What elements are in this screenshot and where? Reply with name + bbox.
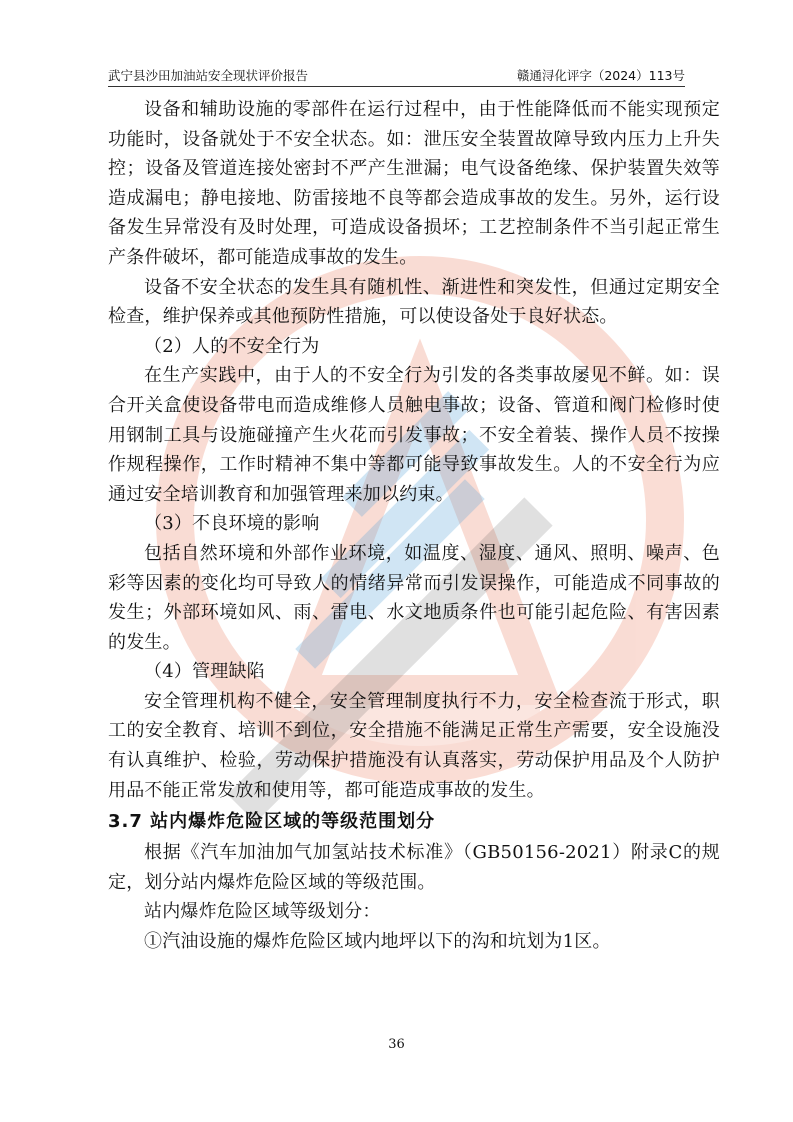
report-number: 赣通浔化评字（2024）113号 [516,68,685,83]
subheading: （4）管理缺陷 [144,661,265,683]
document-body [108,95,720,957]
paragraph: ①汽油设施的爆炸危险区域内地坪以下的沟和坑划为1区。 [144,931,611,953]
subheading: （3）不良环境的影响 [144,513,320,535]
paragraph: 设备和辅助设施的零部件在运行过程中，由于性能降低而不能实现预定功能时，设备就处于不安全状态。如：泄压安全装置故障导致内压力上升失控；设备及管道连接处密封不严产生泄漏；电气设备绝缘、保护装置失效等造成漏电；静电接地、防雷接地不良等都会造成事故的发生。另外，运行设备发生异常没有及时处理，可造成设备损坏；工艺控制条件不当引起正常生产条件破坏，都可能造成事故的发生。 [108,99,720,268]
page-header [108,64,685,87]
page-number: 36 [388,1037,405,1052]
section-heading: 3.7 站内爆炸危险区域的等级范围划分 [108,811,436,833]
paragraph: 安全管理机构不健全，安全管理制度执行不力，安全检查流于形式，职工的安全教育、培训不到位，安全措施不能满足正常生产需要，安全设施没有认真维护、检验，劳动保护措施没有认真落实，劳动保护用品及个人防护用品不能正常发放和使用等，都可能造成事故的发生。 [108,690,720,801]
report-title: 武宁县沙田加油站安全现状评价报告 [108,68,309,83]
paragraph: 包括自然环境和外部作业环境，如温度、湿度、通风、照明、噪声、色彩等因素的变化均可导致人的情绪异常而引发误操作，可能造成不同事故的发生；外部环境如风、雨、雷电、水文地质条件也可能引起危险、有害因素的发生。 [108,542,720,653]
paragraph: 设备不安全状态的发生具有随机性、渐进性和突发性，但通过定期安全检查，维护保养或其他预防性措施，可以使设备处于良好状态。 [108,276,720,328]
paragraph: 站内爆炸危险区域等级划分： [144,901,381,923]
paragraph: 根据《汽车加油加气加氢站技术标准》（GB50156-2021）附录C的规定，划分站内爆炸危险区域的等级范围。 [108,842,720,893]
subheading: （2）人的不安全行为 [144,335,320,357]
paragraph: 在生产实践中，由于人的不安全行为引发的各类事故屡见不鲜。如：误合开关盒使设备带电而造成维修人员触电事故；设备、管道和阀门检修时使用钢制工具与设施碰撞产生火花而引发事故；不安全着装、操作人员不按操作规程操作，工作时精神不集中等都可能导致事故发生。人的不安全行为应通过安全培训教育和加强管理来加以约束。 [108,365,720,505]
